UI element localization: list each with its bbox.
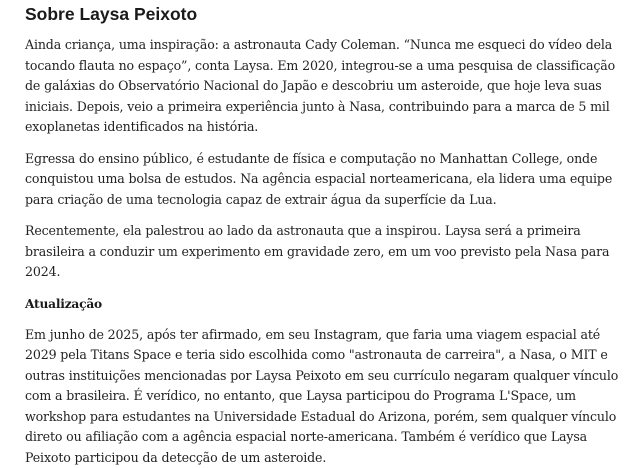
update-heading: Atualização xyxy=(25,294,625,314)
paragraph-update: Em junho de 2025, após ter afirmado, em seu Instagram, que faria uma viagem espacial até 2029 pela Titans Space e teria sido escolhida como "astronauta de carreira", a Nasa, o MIT e outras instituições mencionadas por Laysa Peixoto em seu currículo negaram qualquer vínculo com a brasileira. É verídico, no entanto, que Laysa participou do Programa L'Space, um workshop para estudantes na Universidade Estadual do Arizona, porém, sem qualquer vínculo direto ou afiliação com a agência espacial norte-americana. Também é verídico que Laysa Peixoto participou da detecção de um asteroide. xyxy=(25,325,625,468)
paragraph-childhood: Ainda criança, uma inspiração: a astronauta Cady Coleman. “Nunca me esqueci do vídeo dela tocando flauta no espaço”, conta Laysa. Em 2020, integrou-se a uma pesquisa de classificação de galáxias do Observatório Nacional do Japão e descobriu um asteroide, que hoje leva suas iniciais. Depois, veio a primeira experiência junto à Nasa, contribuindo para a marca de 5 mil exoplanetas identificados na história. xyxy=(25,35,625,138)
paragraph-recent: Recentemente, ela palestrou ao lado da astronauta que a inspirou. Laysa será a primeira brasileira a conduzir um experimento em gravidade zero, em um voo previsto pela Nasa para 2024. xyxy=(25,221,625,283)
article-title: Sobre Laysa Peixoto xyxy=(25,3,625,25)
paragraph-education: Egressa do ensino público, é estudante de física e computação no Manhattan College, onde conquistou uma bolsa de estudos. Na agência espacial norteamericana, ela lidera uma equipe para criação de uma tecnologia capaz de extrair água da superfície da Lua. xyxy=(25,149,625,211)
article xyxy=(25,0,625,468)
